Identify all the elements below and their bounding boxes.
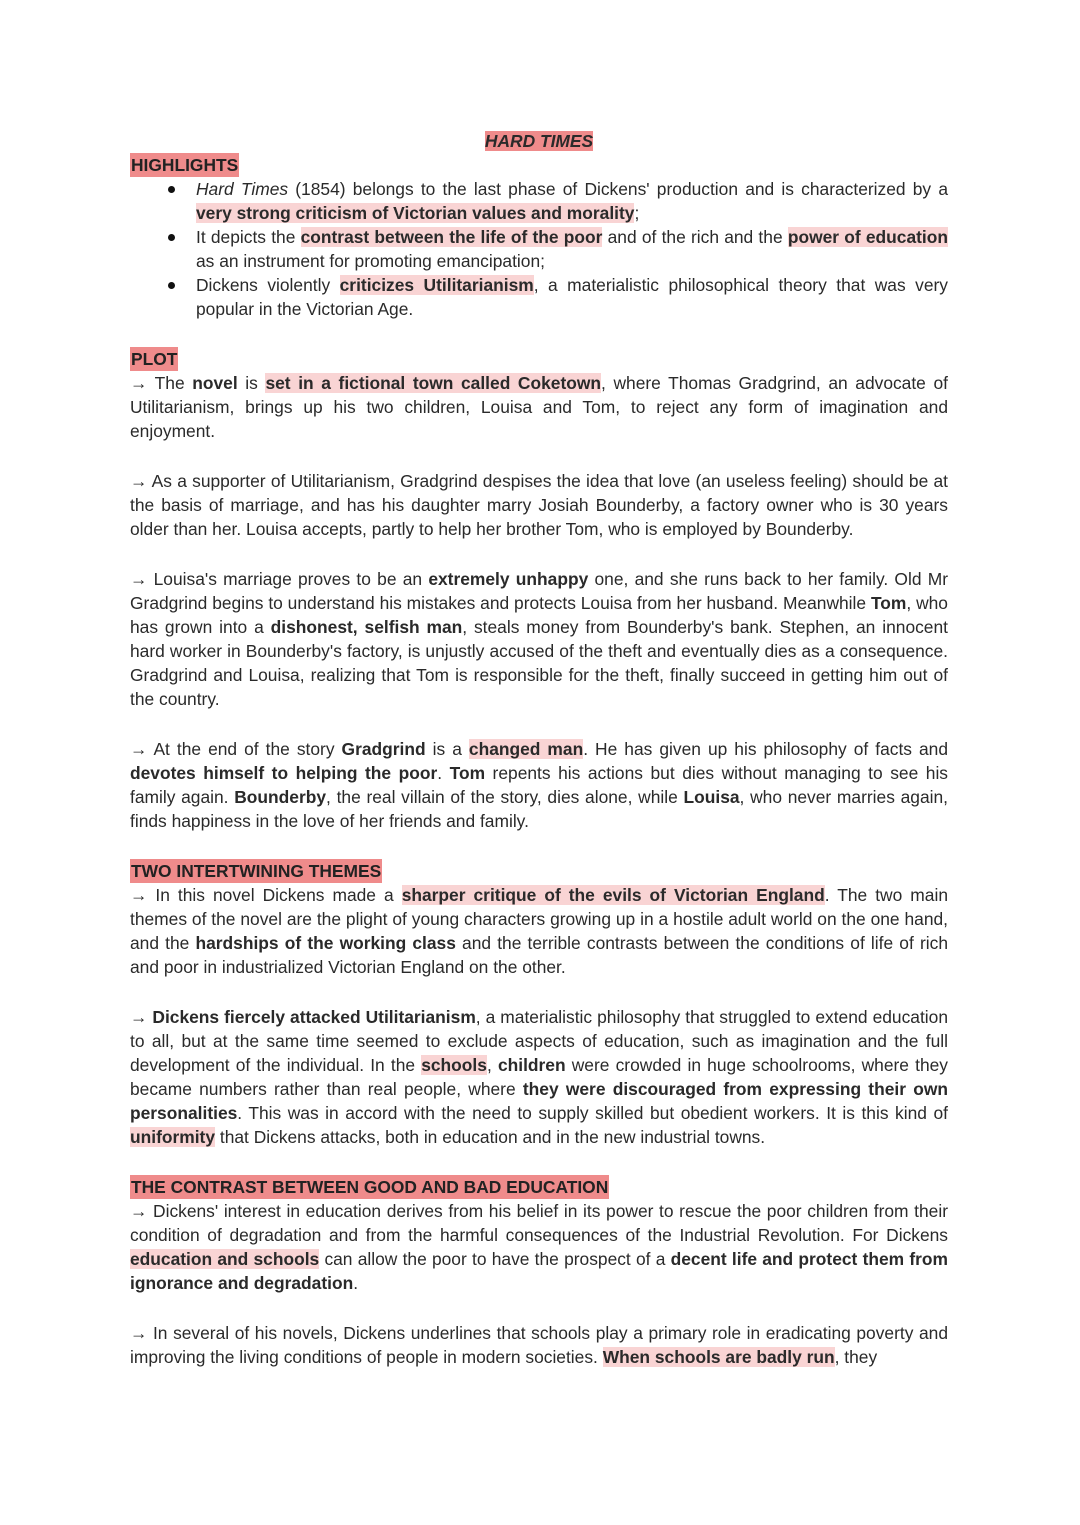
text-run: is a <box>425 739 469 759</box>
plot-heading: PLOT <box>131 349 178 369</box>
italic-phrase: Hard Times <box>196 179 289 199</box>
highlighted-phrase: schools <box>421 1055 487 1075</box>
highlighted-phrase: sharper critique of the evils of Victorian England <box>401 885 825 905</box>
plot-paragraph <box>130 737 948 833</box>
text-run: → As a supporter of Utilitarianism, Gradgrind despises the idea that love (an useless feeling) should be at the basis of marriage, and has his daughter marry Josiah Bounderby, a factory owner who is 30 years older than her. Louisa accepts, partly to help her brother Tom, who is employed by Bounderby. <box>130 471 948 539</box>
bold-phrase: Bounderby <box>234 787 327 807</box>
text-run: , the real villain of the story, dies alone, while <box>326 787 684 807</box>
text-run: that Dickens attacks, both in education and in the new industrial towns. <box>215 1127 766 1147</box>
bold-phrase: dishonest, selfish man <box>270 617 463 637</box>
bold-phrase: Tom <box>870 593 907 613</box>
text-run: ; <box>634 203 640 223</box>
highlight-bullet <box>130 177 948 225</box>
text-run: , <box>486 1055 498 1075</box>
bold-phrase: children <box>497 1055 566 1075</box>
text-run: . The two main themes of the novel are the plight of young characters growing up in a hostile adult world on the one hand, and the <box>130 885 948 953</box>
highlighted-phrase: contrast between the life of the poor <box>300 227 603 247</box>
text-run: were crowded in huge schoolrooms, where they became numbers rather than real people, where <box>130 1055 948 1099</box>
document-title: HARD TIMES <box>484 131 594 151</box>
text-run: → The <box>130 373 193 393</box>
bold-phrase: novel <box>192 373 238 393</box>
text-run: Dickens violently <box>196 275 340 295</box>
bold-phrase: extremely unhappy <box>428 569 589 589</box>
text-run: → In several of his novels, Dickens underlines that schools play a primary role in eradicating poverty and improving the living conditions of people in modern societies. <box>130 1323 948 1367</box>
bold-phrase: Gradgrind <box>341 739 426 759</box>
document-content <box>130 129 948 1369</box>
text-run: and of the rich and the <box>602 227 788 247</box>
section-themes <box>130 859 948 1149</box>
text-run: , a materialistic philosophy that struggled to extend education to all, but at the same time seemed to exclude aspects of education, such as imagination and the full development of the individual. In the <box>130 1007 948 1075</box>
text-run: → <box>130 1007 153 1027</box>
bold-phrase: decent life and protect them from ignorance and degradation <box>130 1249 948 1293</box>
themes-paragraph <box>130 883 948 979</box>
text-run: , steals money from Bounderby's bank. Stephen, an innocent hard worker in Bounderby's factory, is unjustly accused of the theft and eventually dies as a consequence. Gradgrind and Louisa, realizing that Tom is responsible for the theft, finally succeed in getting him out of the country. <box>130 617 948 709</box>
text-run: , they <box>834 1347 878 1367</box>
title-row <box>130 129 948 153</box>
plot-paragraph <box>130 469 948 541</box>
bold-phrase: Tom <box>449 763 486 783</box>
text-run: , who has grown into a <box>130 593 948 637</box>
text-run: . <box>437 763 450 783</box>
themes-paragraph <box>130 1005 948 1149</box>
text-run: one, and she runs back to her family. Old Mr Gradgrind begins to understand his mistakes and protects Louisa from her husband. Meanwhile <box>130 569 949 613</box>
education-heading: THE CONTRAST BETWEEN GOOD AND BAD EDUCATION <box>131 1177 609 1197</box>
text-run: can allow the poor to have the prospect of a <box>319 1249 671 1269</box>
text-run: and the terrible contrasts between the conditions of life of rich and poor in industrialized Victorian England on the other. <box>130 933 948 977</box>
text-run: . <box>353 1273 359 1293</box>
text-run: , where Thomas Gradgrind, an advocate of Utilitarianism, brings up his two children, Louisa and Tom, to reject any form of imagination and enjoyment. <box>130 373 948 441</box>
text-run: It depicts the <box>196 227 301 247</box>
highlighted-phrase: When schools are badly run <box>602 1347 835 1367</box>
highlighted-phrase: criticizes Utilitarianism <box>339 275 534 295</box>
highlight-bullet <box>130 225 948 273</box>
text-run: . He has given up his philosophy of facts and <box>583 739 948 759</box>
highlighted-phrase: education and schools <box>130 1249 320 1269</box>
plot-paragraph <box>130 567 948 711</box>
bold-phrase: Louisa <box>683 787 740 807</box>
text-run: → At the end of the story <box>130 739 342 759</box>
text-run: → Dickens' interest in education derives from his belief in its power to rescue the poor children from their condition of degradation and from the harmful consequences of the Industrial Revolution. For Dickens <box>130 1201 948 1245</box>
text-run: as an instrument for promoting emancipation; <box>196 251 545 271</box>
text-run: → In this novel Dickens made a <box>130 885 402 905</box>
section-highlights <box>130 153 948 321</box>
section-plot <box>130 347 948 833</box>
bold-phrase: they were discouraged from expressing their own personalities <box>130 1079 948 1123</box>
plot-paragraph <box>130 371 948 443</box>
highlights-heading: HIGHLIGHTS <box>131 155 239 175</box>
bold-phrase: Dickens fiercely attacked Utilitarianism <box>152 1007 476 1027</box>
text-run: → Louisa's marriage proves to be an <box>130 569 429 589</box>
text-run: repents his actions but dies without managing to see his family again. <box>130 763 949 807</box>
text-run: is <box>237 373 266 393</box>
education-paragraph <box>130 1321 948 1369</box>
highlight-bullet <box>130 273 948 321</box>
education-paragraph <box>130 1199 948 1295</box>
highlights-list <box>130 177 948 321</box>
highlighted-phrase: power of education <box>787 227 949 247</box>
text-run: , a materialistic philosophical theory that was very popular in the Victorian Age. <box>196 275 948 319</box>
text-run: , who never marries again, finds happiness in the love of her friends and family. <box>130 787 948 831</box>
bold-phrase: hardships of the working class <box>195 933 456 953</box>
highlighted-phrase: very strong criticism of Victorian values and morality <box>196 203 635 223</box>
highlighted-phrase: set in a fictional town called Coketown <box>265 373 602 393</box>
bold-phrase: devotes himself to helping the poor <box>130 763 438 783</box>
highlighted-phrase: uniformity <box>130 1127 216 1147</box>
section-education <box>130 1175 948 1369</box>
text-run: . This was in accord with the need to supply skilled but obedient workers. It is this kind of <box>237 1103 948 1123</box>
themes-heading: TWO INTERTWINING THEMES <box>131 861 382 881</box>
highlighted-phrase: changed man <box>468 739 584 759</box>
text-run: (1854) belongs to the last phase of Dickens' production and is characterized by a <box>288 179 948 199</box>
